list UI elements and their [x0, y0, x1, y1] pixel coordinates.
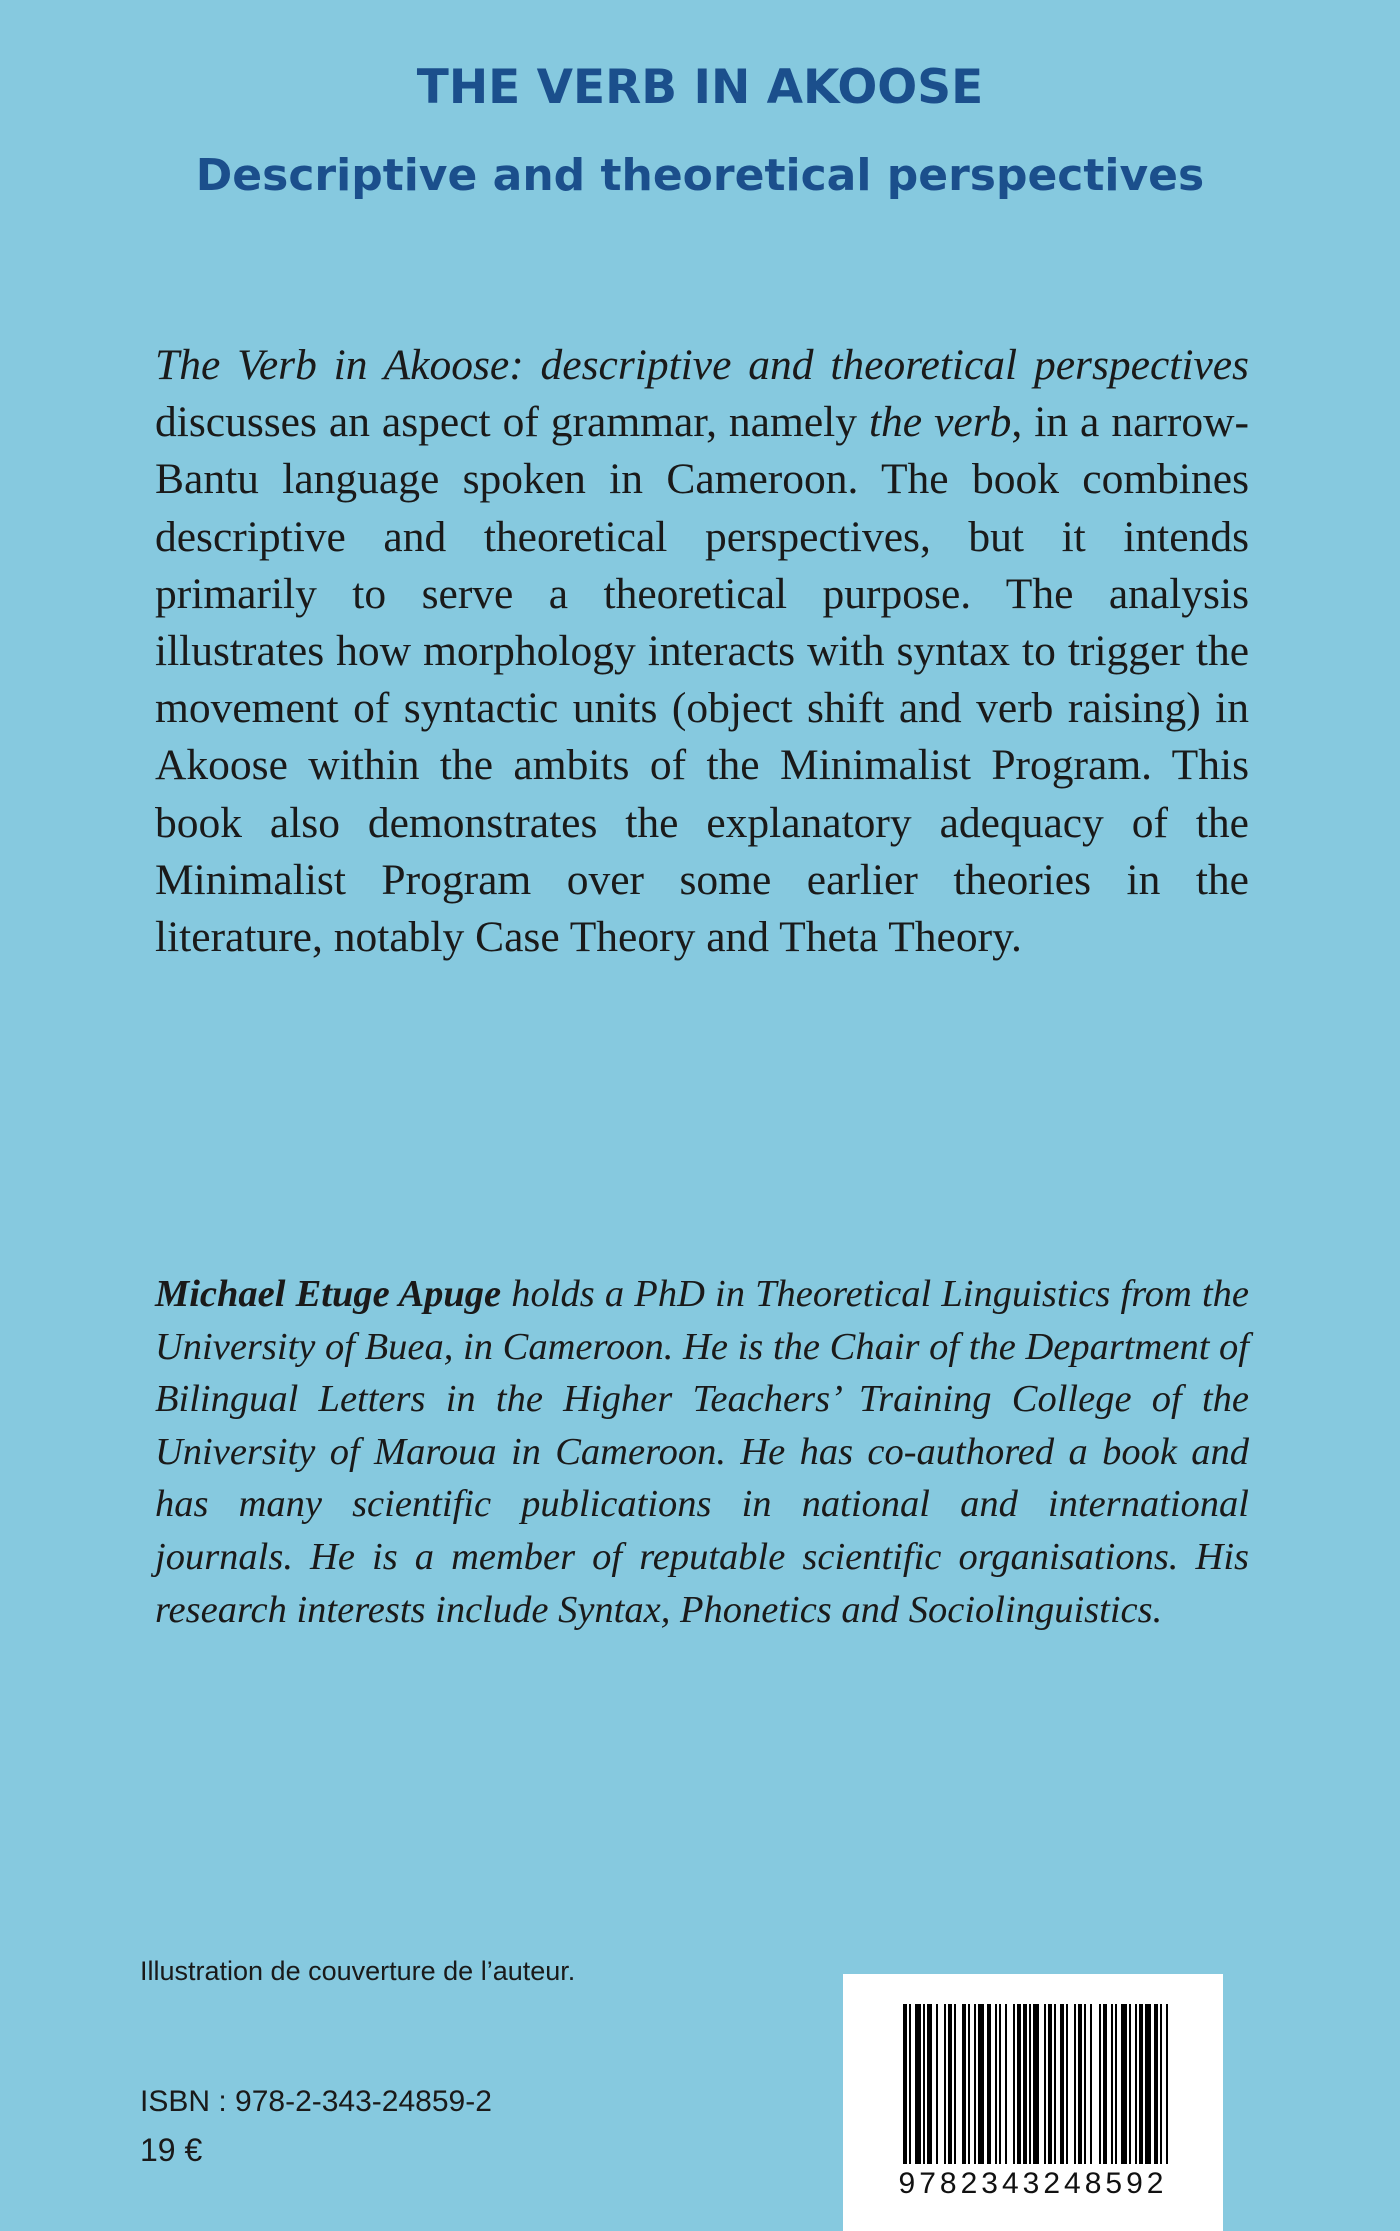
book-subtitle: Descriptive and theoretical perspectives: [195, 150, 1205, 201]
author-name: Michael Etuge Apuge: [155, 1273, 502, 1315]
description-title: The Verb in Akoose: descriptive and theoretical perspectives: [155, 341, 1249, 389]
description-term: the verb: [868, 398, 1012, 447]
description-text-2: , in a narrow-Bantu language spoken in Cameroon. The book combines descriptive and theoretical perspectives, but it intends primarily to serve a theoretical purpose. The analysis illustrates how morphology interacts with syntax to trigger the movement of syntactic units (object shift and verb raising) in Akoose within the ambits of the Minimalist Program. This book also demonstrates the explanatory adequacy of the Minimalist Program over some earlier theories in the literature, notably Case Theory and Theta Theory.: [155, 398, 1250, 962]
barcode: [843, 1974, 1223, 2231]
barcode-bars: [903, 2004, 1171, 2164]
illustration-credit: Illustration de couverture de l’auteur.: [140, 1956, 576, 1986]
author-bio: [155, 1268, 1249, 1636]
book-description: [155, 337, 1249, 966]
isbn: ISBN : 978-2-343-24859-2: [140, 2085, 492, 2118]
price: 19 €: [140, 2132, 203, 2168]
description-text-1: discusses an aspect of grammar, namely: [155, 398, 869, 447]
book-title: THE VERB IN AKOOSE: [416, 60, 984, 115]
author-bio-text: holds a PhD in Theoretical Linguistics from the University of Buea, in Cameroon. He is the Chair of the Department of Bilingual Letters in the Higher Teachers’ Training College of the University of Maroua in Cameroon. He has co-authored a book and has many scientific publications in national and international journals. He is a member of reputable scientific organisations. His research interests include Syntax, Phonetics and Sociolinguistics.: [155, 1273, 1250, 1631]
barcode-number: 9782343248592: [898, 2167, 1168, 2200]
